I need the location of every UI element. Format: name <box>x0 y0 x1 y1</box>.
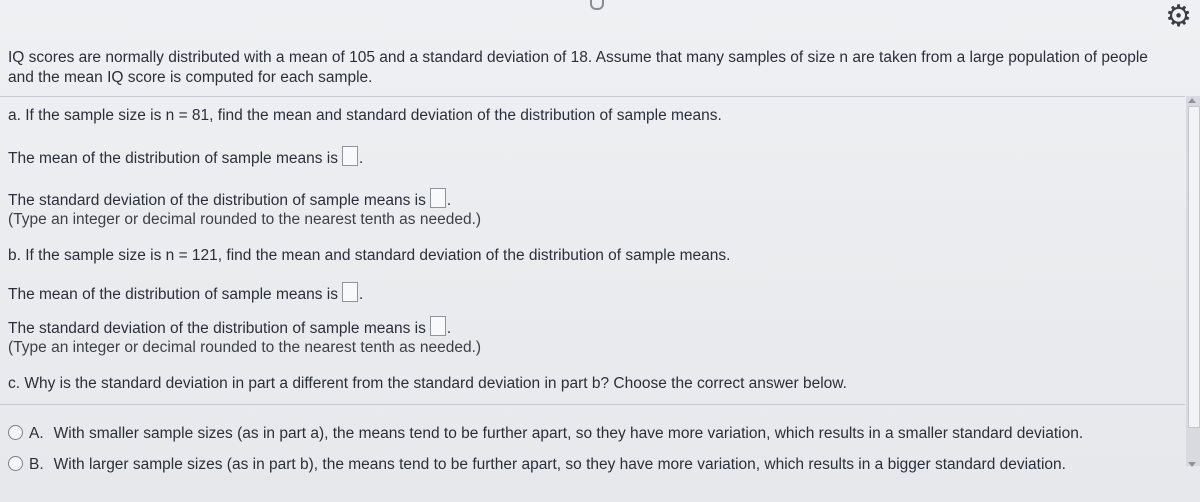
period: . <box>358 150 364 167</box>
radio-button-b[interactable] <box>8 456 23 471</box>
period: . <box>446 192 452 209</box>
part-a-mean-input[interactable] <box>342 146 358 166</box>
part-b-hint: (Type an integer or decimal rounded to the nearest tenth as needed.) <box>8 339 482 356</box>
part-b-sd-prompt: The standard deviation of the distribution of sample means is <box>8 320 426 337</box>
pointer-marker <box>590 0 604 10</box>
problem-statement <box>8 48 1188 88</box>
option-text: With smaller sample sizes (as in part a), the means tend to be further apart, so they have more variation, which results in a smaller standard deviation. <box>53 425 1084 442</box>
part-a-mean-row <box>8 146 363 169</box>
part-a-hint: (Type an integer or decimal rounded to the nearest tenth as needed.) <box>8 211 482 228</box>
part-b-sd-input[interactable] <box>430 316 446 336</box>
part-b-mean-row <box>8 282 363 305</box>
part-b-mean-prompt: The mean of the distribution of sample means is <box>8 286 338 303</box>
part-c-question: c. Why is the standard deviation in part a different from the standard deviation in part b? Choose the correct answer below. <box>8 375 847 392</box>
option-letter: A. <box>29 425 44 442</box>
vertical-scrollbar[interactable] <box>1186 96 1200 466</box>
part-b-mean-input[interactable] <box>342 282 358 302</box>
scrollbar-thumb[interactable] <box>1188 106 1200 428</box>
period: . <box>358 286 364 303</box>
radio-button-a[interactable] <box>8 425 23 440</box>
option-letter: B. <box>29 456 44 473</box>
part-a-sd-input[interactable] <box>430 188 446 208</box>
part-b-question: b. If the sample size is n = 121, find the mean and standard deviation of the distribution of sample means. <box>8 247 731 264</box>
option-text: With larger sample sizes (as in part b), the means tend to be further apart, so they have more variation, which results in a bigger standard deviation. <box>53 456 1066 473</box>
scroll-down-icon[interactable] <box>1188 462 1196 467</box>
answer-option-b[interactable] <box>8 455 1066 475</box>
part-b-sd-row <box>8 316 451 339</box>
scroll-up-icon[interactable] <box>1188 98 1196 103</box>
part-a-sd-prompt: The standard deviation of the distribution of sample means is <box>8 192 426 209</box>
divider <box>0 404 1185 405</box>
intro-line-2: and the mean IQ score is computed for each sample. <box>8 69 373 86</box>
part-a-mean-prompt: The mean of the distribution of sample means is <box>8 150 338 167</box>
gear-icon[interactable]: ⚙ <box>1165 0 1192 33</box>
period: . <box>446 320 452 337</box>
divider <box>0 96 1185 97</box>
intro-line-1: IQ scores are normally distributed with a mean of 105 and a standard deviation of 18. Assume that many samples of size n are taken from a large population of people <box>8 49 1148 66</box>
part-a-question: a. If the sample size is n = 81, find the mean and standard deviation of the distribution of sample means. <box>8 107 722 124</box>
part-a-sd-row <box>8 188 451 211</box>
answer-option-a[interactable] <box>8 424 1083 444</box>
